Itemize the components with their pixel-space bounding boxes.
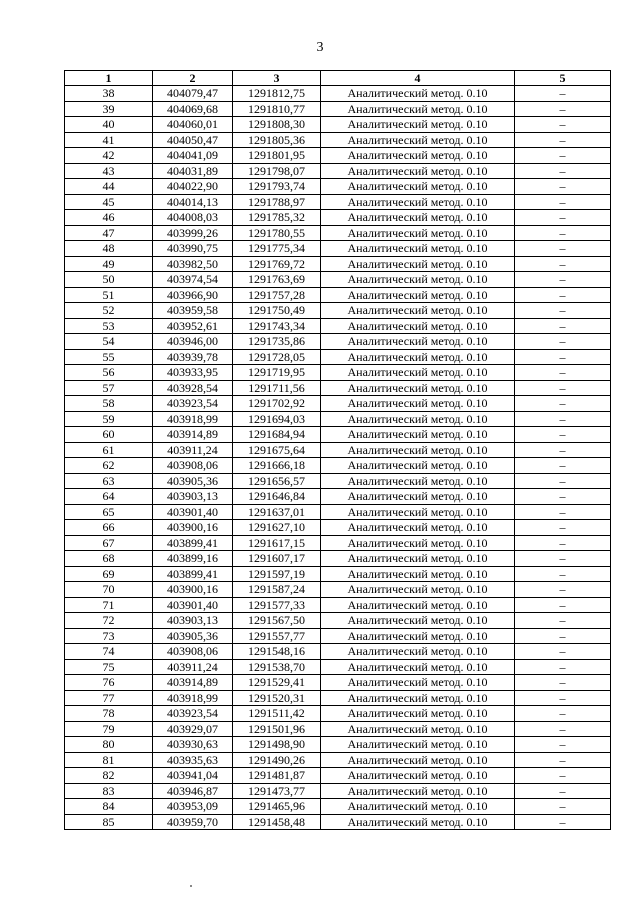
x-coordinate-cell: 404014,13	[153, 194, 233, 210]
method-cell: Аналитический метод. 0.10	[321, 566, 515, 582]
x-coordinate-cell: 403900,16	[153, 582, 233, 598]
y-coordinate-cell: 1291473,77	[233, 783, 321, 799]
y-coordinate-cell: 1291498,90	[233, 737, 321, 753]
method-cell: Аналитический метод. 0.10	[321, 318, 515, 334]
method-cell: Аналитический метод. 0.10	[321, 442, 515, 458]
table-row	[65, 551, 611, 567]
point-number-cell: 54	[65, 334, 153, 350]
point-number-cell: 77	[65, 690, 153, 706]
table-row	[65, 597, 611, 613]
table-row	[65, 535, 611, 551]
y-coordinate-cell: 1291567,50	[233, 613, 321, 629]
table-row	[65, 241, 611, 257]
point-number-cell: 65	[65, 504, 153, 520]
point-number-cell: 41	[65, 132, 153, 148]
method-cell: Аналитический метод. 0.10	[321, 535, 515, 551]
point-number-cell: 38	[65, 86, 153, 102]
point-number-cell: 52	[65, 303, 153, 319]
note-cell: –	[515, 117, 611, 133]
point-number-cell: 83	[65, 783, 153, 799]
table-row	[65, 365, 611, 381]
note-cell: –	[515, 163, 611, 179]
method-cell: Аналитический метод. 0.10	[321, 163, 515, 179]
y-coordinate-cell: 1291637,01	[233, 504, 321, 520]
point-number-cell: 51	[65, 287, 153, 303]
header-cell-3: 3	[233, 71, 321, 86]
table-row	[65, 303, 611, 319]
point-number-cell: 56	[65, 365, 153, 381]
y-coordinate-cell: 1291750,49	[233, 303, 321, 319]
note-cell: –	[515, 396, 611, 412]
note-cell: –	[515, 194, 611, 210]
y-coordinate-cell: 1291684,94	[233, 427, 321, 443]
note-cell: –	[515, 380, 611, 396]
method-cell: Аналитический метод. 0.10	[321, 520, 515, 536]
table-row	[65, 442, 611, 458]
y-coordinate-cell: 1291793,74	[233, 179, 321, 195]
point-number-cell: 78	[65, 706, 153, 722]
table-body	[65, 86, 611, 830]
y-coordinate-cell: 1291458,48	[233, 814, 321, 830]
note-cell: –	[515, 256, 611, 272]
y-coordinate-cell: 1291481,87	[233, 768, 321, 784]
x-coordinate-cell: 403959,58	[153, 303, 233, 319]
method-cell: Аналитический метод. 0.10	[321, 721, 515, 737]
x-coordinate-cell: 403933,95	[153, 365, 233, 381]
y-coordinate-cell: 1291538,70	[233, 659, 321, 675]
x-coordinate-cell: 403905,36	[153, 628, 233, 644]
x-coordinate-cell: 403903,13	[153, 613, 233, 629]
y-coordinate-cell: 1291548,16	[233, 644, 321, 660]
method-cell: Аналитический метод. 0.10	[321, 101, 515, 117]
x-coordinate-cell: 403935,63	[153, 752, 233, 768]
table-row	[65, 179, 611, 195]
table-header	[65, 71, 611, 86]
y-coordinate-cell: 1291801,95	[233, 148, 321, 164]
y-coordinate-cell: 1291646,84	[233, 489, 321, 505]
method-cell: Аналитический метод. 0.10	[321, 303, 515, 319]
table-row	[65, 566, 611, 582]
table-row	[65, 721, 611, 737]
x-coordinate-cell: 403900,16	[153, 520, 233, 536]
note-cell: –	[515, 86, 611, 102]
x-coordinate-cell: 403923,54	[153, 706, 233, 722]
y-coordinate-cell: 1291465,96	[233, 799, 321, 815]
table-row	[65, 799, 611, 815]
x-coordinate-cell: 403974,54	[153, 272, 233, 288]
x-coordinate-cell: 403901,40	[153, 504, 233, 520]
table-row	[65, 427, 611, 443]
x-coordinate-cell: 403911,24	[153, 659, 233, 675]
scan-speck	[190, 885, 192, 887]
note-cell: –	[515, 458, 611, 474]
note-cell: –	[515, 287, 611, 303]
point-number-cell: 53	[65, 318, 153, 334]
y-coordinate-cell: 1291785,32	[233, 210, 321, 226]
method-cell: Аналитический метод. 0.10	[321, 117, 515, 133]
note-cell: –	[515, 427, 611, 443]
point-number-cell: 71	[65, 597, 153, 613]
table-row	[65, 194, 611, 210]
point-number-cell: 80	[65, 737, 153, 753]
note-cell: –	[515, 489, 611, 505]
x-coordinate-cell: 403990,75	[153, 241, 233, 257]
y-coordinate-cell: 1291557,77	[233, 628, 321, 644]
table-row	[65, 86, 611, 102]
method-cell: Аналитический метод. 0.10	[321, 148, 515, 164]
note-cell: –	[515, 659, 611, 675]
note-cell: –	[515, 411, 611, 427]
y-coordinate-cell: 1291666,18	[233, 458, 321, 474]
method-cell: Аналитический метод. 0.10	[321, 411, 515, 427]
x-coordinate-cell: 403908,06	[153, 458, 233, 474]
x-coordinate-cell: 403946,00	[153, 334, 233, 350]
method-cell: Аналитический метод. 0.10	[321, 613, 515, 629]
y-coordinate-cell: 1291490,26	[233, 752, 321, 768]
point-number-cell: 59	[65, 411, 153, 427]
point-number-cell: 49	[65, 256, 153, 272]
method-cell: Аналитический метод. 0.10	[321, 752, 515, 768]
y-coordinate-cell: 1291743,34	[233, 318, 321, 334]
x-coordinate-cell: 404022,90	[153, 179, 233, 195]
x-coordinate-cell: 403903,13	[153, 489, 233, 505]
x-coordinate-cell: 403914,89	[153, 675, 233, 691]
point-number-cell: 63	[65, 473, 153, 489]
x-coordinate-cell: 404079,47	[153, 86, 233, 102]
point-number-cell: 55	[65, 349, 153, 365]
point-number-cell: 82	[65, 768, 153, 784]
y-coordinate-cell: 1291728,05	[233, 349, 321, 365]
y-coordinate-cell: 1291763,69	[233, 272, 321, 288]
table-row	[65, 396, 611, 412]
point-number-cell: 58	[65, 396, 153, 412]
y-coordinate-cell: 1291656,57	[233, 473, 321, 489]
method-cell: Аналитический метод. 0.10	[321, 349, 515, 365]
note-cell: –	[515, 272, 611, 288]
table-row	[65, 380, 611, 396]
table-row	[65, 132, 611, 148]
x-coordinate-cell: 404060,01	[153, 117, 233, 133]
method-cell: Аналитический метод. 0.10	[321, 473, 515, 489]
table-row	[65, 768, 611, 784]
x-coordinate-cell: 403918,99	[153, 411, 233, 427]
table-row	[65, 272, 611, 288]
point-number-cell: 42	[65, 148, 153, 164]
note-cell: –	[515, 706, 611, 722]
x-coordinate-cell: 403905,36	[153, 473, 233, 489]
table-row	[65, 101, 611, 117]
x-coordinate-cell: 403999,26	[153, 225, 233, 241]
point-number-cell: 60	[65, 427, 153, 443]
x-coordinate-cell: 403918,99	[153, 690, 233, 706]
page-number: 3	[316, 40, 324, 55]
note-cell: –	[515, 225, 611, 241]
note-cell: –	[515, 690, 611, 706]
x-coordinate-cell: 403952,61	[153, 318, 233, 334]
method-cell: Аналитический метод. 0.10	[321, 644, 515, 660]
y-coordinate-cell: 1291780,55	[233, 225, 321, 241]
method-cell: Аналитический метод. 0.10	[321, 396, 515, 412]
x-coordinate-cell: 403959,70	[153, 814, 233, 830]
y-coordinate-cell: 1291511,42	[233, 706, 321, 722]
point-number-cell: 40	[65, 117, 153, 133]
note-cell: –	[515, 318, 611, 334]
note-cell: –	[515, 210, 611, 226]
y-coordinate-cell: 1291617,15	[233, 535, 321, 551]
point-number-cell: 43	[65, 163, 153, 179]
note-cell: –	[515, 241, 611, 257]
method-cell: Аналитический метод. 0.10	[321, 768, 515, 784]
x-coordinate-cell: 404008,03	[153, 210, 233, 226]
table-row	[65, 210, 611, 226]
x-coordinate-cell: 403899,16	[153, 551, 233, 567]
point-number-cell: 85	[65, 814, 153, 830]
y-coordinate-cell: 1291694,03	[233, 411, 321, 427]
method-cell: Аналитический метод. 0.10	[321, 458, 515, 474]
point-number-cell: 75	[65, 659, 153, 675]
method-cell: Аналитический метод. 0.10	[321, 659, 515, 675]
x-coordinate-cell: 403941,04	[153, 768, 233, 784]
table-row	[65, 737, 611, 753]
note-cell: –	[515, 628, 611, 644]
y-coordinate-cell: 1291577,33	[233, 597, 321, 613]
y-coordinate-cell: 1291808,30	[233, 117, 321, 133]
method-cell: Аналитический метод. 0.10	[321, 380, 515, 396]
table-row	[65, 752, 611, 768]
y-coordinate-cell: 1291597,19	[233, 566, 321, 582]
note-cell: –	[515, 783, 611, 799]
method-cell: Аналитический метод. 0.10	[321, 489, 515, 505]
point-number-cell: 48	[65, 241, 153, 257]
x-coordinate-cell: 403914,89	[153, 427, 233, 443]
x-coordinate-cell: 403982,50	[153, 256, 233, 272]
table-row	[65, 628, 611, 644]
table-row	[65, 287, 611, 303]
table-row	[65, 675, 611, 691]
x-coordinate-cell: 403908,06	[153, 644, 233, 660]
y-coordinate-cell: 1291769,72	[233, 256, 321, 272]
table-row	[65, 706, 611, 722]
header-cell-4: 4	[321, 71, 515, 86]
table-row	[65, 520, 611, 536]
method-cell: Аналитический метод. 0.10	[321, 597, 515, 613]
y-coordinate-cell: 1291757,28	[233, 287, 321, 303]
point-number-cell: 84	[65, 799, 153, 815]
point-number-cell: 72	[65, 613, 153, 629]
method-cell: Аналитический метод. 0.10	[321, 272, 515, 288]
method-cell: Аналитический метод. 0.10	[321, 210, 515, 226]
method-cell: Аналитический метод. 0.10	[321, 225, 515, 241]
y-coordinate-cell: 1291812,75	[233, 86, 321, 102]
note-cell: –	[515, 148, 611, 164]
point-number-cell: 68	[65, 551, 153, 567]
note-cell: –	[515, 814, 611, 830]
y-coordinate-cell: 1291529,41	[233, 675, 321, 691]
y-coordinate-cell: 1291798,07	[233, 163, 321, 179]
table-row	[65, 411, 611, 427]
note-cell: –	[515, 737, 611, 753]
method-cell: Аналитический метод. 0.10	[321, 334, 515, 350]
x-coordinate-cell: 403901,40	[153, 597, 233, 613]
point-number-cell: 47	[65, 225, 153, 241]
method-cell: Аналитический метод. 0.10	[321, 86, 515, 102]
note-cell: –	[515, 535, 611, 551]
y-coordinate-cell: 1291607,17	[233, 551, 321, 567]
method-cell: Аналитический метод. 0.10	[321, 194, 515, 210]
point-number-cell: 61	[65, 442, 153, 458]
note-cell: –	[515, 101, 611, 117]
note-cell: –	[515, 566, 611, 582]
table-row	[65, 489, 611, 505]
method-cell: Аналитический метод. 0.10	[321, 737, 515, 753]
x-coordinate-cell: 403928,54	[153, 380, 233, 396]
method-cell: Аналитический метод. 0.10	[321, 551, 515, 567]
note-cell: –	[515, 799, 611, 815]
x-coordinate-cell: 403911,24	[153, 442, 233, 458]
method-cell: Аналитический метод. 0.10	[321, 799, 515, 815]
table-row	[65, 814, 611, 830]
point-number-cell: 45	[65, 194, 153, 210]
point-number-cell: 39	[65, 101, 153, 117]
method-cell: Аналитический метод. 0.10	[321, 582, 515, 598]
x-coordinate-cell: 404041,09	[153, 148, 233, 164]
table-row	[65, 690, 611, 706]
note-cell: –	[515, 582, 611, 598]
y-coordinate-cell: 1291627,10	[233, 520, 321, 536]
header-cell-5: 5	[515, 71, 611, 86]
method-cell: Аналитический метод. 0.10	[321, 241, 515, 257]
x-coordinate-cell: 403930,63	[153, 737, 233, 753]
note-cell: –	[515, 721, 611, 737]
point-number-cell: 70	[65, 582, 153, 598]
note-cell: –	[515, 675, 611, 691]
note-cell: –	[515, 551, 611, 567]
y-coordinate-cell: 1291788,97	[233, 194, 321, 210]
note-cell: –	[515, 132, 611, 148]
note-cell: –	[515, 644, 611, 660]
note-cell: –	[515, 768, 611, 784]
note-cell: –	[515, 752, 611, 768]
y-coordinate-cell: 1291735,86	[233, 334, 321, 350]
table-row	[65, 117, 611, 133]
note-cell: –	[515, 334, 611, 350]
point-number-cell: 69	[65, 566, 153, 582]
point-number-cell: 73	[65, 628, 153, 644]
note-cell: –	[515, 613, 611, 629]
point-number-cell: 67	[65, 535, 153, 551]
note-cell: –	[515, 504, 611, 520]
x-coordinate-cell: 404031,89	[153, 163, 233, 179]
note-cell: –	[515, 179, 611, 195]
point-number-cell: 66	[65, 520, 153, 536]
note-cell: –	[515, 473, 611, 489]
table-row	[65, 256, 611, 272]
header-cell-2: 2	[153, 71, 233, 86]
method-cell: Аналитический метод. 0.10	[321, 675, 515, 691]
x-coordinate-cell: 403929,07	[153, 721, 233, 737]
y-coordinate-cell: 1291587,24	[233, 582, 321, 598]
note-cell: –	[515, 303, 611, 319]
point-number-cell: 74	[65, 644, 153, 660]
x-coordinate-cell: 403923,54	[153, 396, 233, 412]
table-row	[65, 163, 611, 179]
point-number-cell: 50	[65, 272, 153, 288]
note-cell: –	[515, 597, 611, 613]
point-number-cell: 44	[65, 179, 153, 195]
point-number-cell: 57	[65, 380, 153, 396]
note-cell: –	[515, 442, 611, 458]
method-cell: Аналитический метод. 0.10	[321, 365, 515, 381]
point-number-cell: 46	[65, 210, 153, 226]
method-cell: Аналитический метод. 0.10	[321, 256, 515, 272]
table-row	[65, 349, 611, 365]
table-row	[65, 148, 611, 164]
x-coordinate-cell: 403899,41	[153, 535, 233, 551]
note-cell: –	[515, 365, 611, 381]
x-coordinate-cell: 403966,90	[153, 287, 233, 303]
table-row	[65, 225, 611, 241]
y-coordinate-cell: 1291775,34	[233, 241, 321, 257]
table-row	[65, 504, 611, 520]
y-coordinate-cell: 1291675,64	[233, 442, 321, 458]
x-coordinate-cell: 403899,41	[153, 566, 233, 582]
table-row	[65, 613, 611, 629]
y-coordinate-cell: 1291711,56	[233, 380, 321, 396]
method-cell: Аналитический метод. 0.10	[321, 690, 515, 706]
x-coordinate-cell: 404069,68	[153, 101, 233, 117]
point-number-cell: 79	[65, 721, 153, 737]
y-coordinate-cell: 1291520,31	[233, 690, 321, 706]
table-row	[65, 582, 611, 598]
header-row	[65, 71, 611, 86]
point-number-cell: 64	[65, 489, 153, 505]
method-cell: Аналитический метод. 0.10	[321, 287, 515, 303]
y-coordinate-cell: 1291810,77	[233, 101, 321, 117]
method-cell: Аналитический метод. 0.10	[321, 179, 515, 195]
header-cell-1: 1	[65, 71, 153, 86]
method-cell: Аналитический метод. 0.10	[321, 706, 515, 722]
y-coordinate-cell: 1291805,36	[233, 132, 321, 148]
x-coordinate-cell: 404050,47	[153, 132, 233, 148]
method-cell: Аналитический метод. 0.10	[321, 783, 515, 799]
x-coordinate-cell: 403946,87	[153, 783, 233, 799]
x-coordinate-cell: 403953,09	[153, 799, 233, 815]
point-number-cell: 62	[65, 458, 153, 474]
table-row	[65, 334, 611, 350]
y-coordinate-cell: 1291501,96	[233, 721, 321, 737]
point-number-cell: 81	[65, 752, 153, 768]
table-row	[65, 473, 611, 489]
table-row	[65, 659, 611, 675]
table-row	[65, 644, 611, 660]
method-cell: Аналитический метод. 0.10	[321, 814, 515, 830]
method-cell: Аналитический метод. 0.10	[321, 427, 515, 443]
y-coordinate-cell: 1291702,92	[233, 396, 321, 412]
note-cell: –	[515, 349, 611, 365]
table-row	[65, 458, 611, 474]
method-cell: Аналитический метод. 0.10	[321, 132, 515, 148]
method-cell: Аналитический метод. 0.10	[321, 504, 515, 520]
y-coordinate-cell: 1291719,95	[233, 365, 321, 381]
point-number-cell: 76	[65, 675, 153, 691]
table-row	[65, 318, 611, 334]
method-cell: Аналитический метод. 0.10	[321, 628, 515, 644]
note-cell: –	[515, 520, 611, 536]
x-coordinate-cell: 403939,78	[153, 349, 233, 365]
coordinates-table	[64, 70, 611, 830]
table-row	[65, 783, 611, 799]
